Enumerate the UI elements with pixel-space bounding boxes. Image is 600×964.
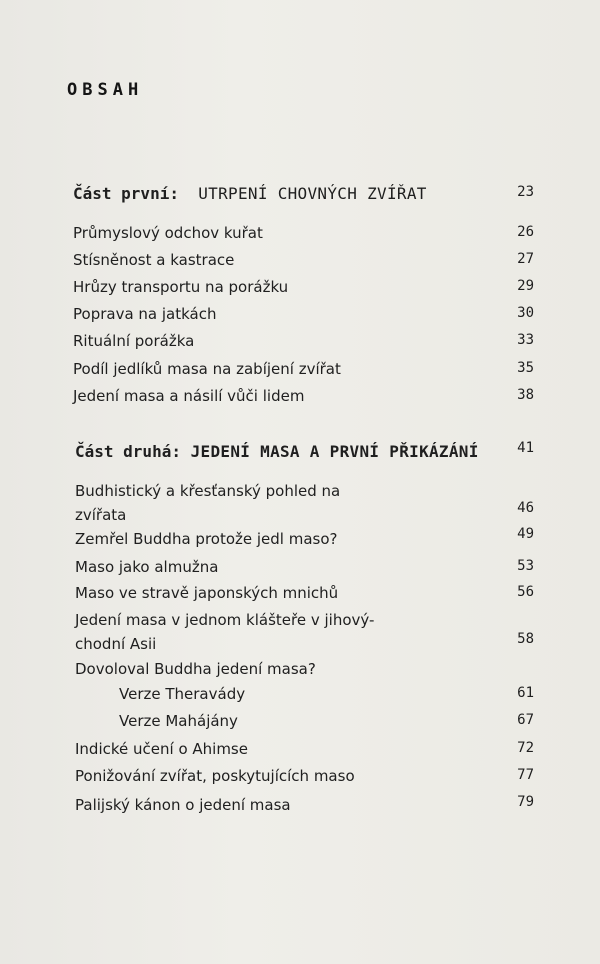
page-number: 49 xyxy=(517,526,534,542)
page-number: 29 xyxy=(517,278,534,294)
entry-title: Stísněnost a kastrace xyxy=(73,251,235,269)
part-title: UTRPENÍ CHOVNÝCH ZVÍŘAT xyxy=(198,184,427,203)
toc-entry xyxy=(0,526,600,554)
entry-title: Maso ve stravě japonských mnichů xyxy=(75,584,339,602)
page-number: 33 xyxy=(517,332,534,348)
page-number: 61 xyxy=(517,685,534,701)
entry-title: Ponižování zvířat, poskytujících maso xyxy=(75,767,355,785)
page-number: 77 xyxy=(517,767,534,783)
page-number: 72 xyxy=(517,740,534,756)
entry-title: Palijský kánon o jedení masa xyxy=(75,796,291,814)
toc-entry xyxy=(0,660,600,684)
page-number: 23 xyxy=(517,184,534,200)
page-number: 27 xyxy=(517,251,534,267)
entry-title: Jedení masa a násilí vůči lidem xyxy=(73,387,305,405)
page-number: 79 xyxy=(517,794,534,810)
entry-title: Průmyslový odchov kuřat xyxy=(73,224,263,242)
entry-title: Rituální porážka xyxy=(73,332,195,350)
toc-entry xyxy=(0,767,600,791)
entry-title: Jedení masa v jednom klášteře v jihový- xyxy=(75,611,375,629)
toc-entry xyxy=(0,332,600,356)
toc-entry xyxy=(0,584,600,608)
part-label: Část první: xyxy=(73,184,179,203)
entry-title-continued: chodní Asii xyxy=(75,635,157,653)
toc-entry xyxy=(0,482,600,530)
contents-heading: OBSAH xyxy=(67,80,144,100)
page-number: 53 xyxy=(517,558,534,574)
toc-entry xyxy=(0,224,600,248)
part-title: JEDENÍ MASA A PRVNÍ PŘIKÁZÁNÍ xyxy=(190,442,479,461)
toc-entry xyxy=(0,611,600,659)
page-number: 67 xyxy=(517,712,534,728)
entry-title: Verze Mahájány xyxy=(119,712,238,730)
toc-entry xyxy=(0,251,600,275)
entry-title-continued: zvířata xyxy=(75,506,127,524)
page-number: 30 xyxy=(517,305,534,321)
entry-title: Zemřel Buddha protože jedl maso? xyxy=(75,530,338,548)
page-number: 35 xyxy=(517,360,534,376)
toc-entry xyxy=(0,360,600,384)
page-number: 41 xyxy=(517,440,534,456)
page-number: 38 xyxy=(517,387,534,403)
entry-title: Verze Theravády xyxy=(119,685,246,703)
toc-entry xyxy=(0,685,600,709)
page-number: 26 xyxy=(517,224,534,240)
entry-title: Hrůzy transportu na porážku xyxy=(73,278,289,296)
entry-title: Podíl jedlíků masa na zabíjení zvířat xyxy=(73,360,341,378)
toc-entry xyxy=(0,558,600,582)
entry-title: Budhistický a křesťanský pohled na xyxy=(75,482,341,500)
entry-title: Maso jako almužna xyxy=(75,558,219,576)
part-heading xyxy=(0,184,600,208)
toc-entry xyxy=(0,712,600,736)
toc-entry xyxy=(0,796,600,820)
part-label: Část druhá: xyxy=(75,442,181,461)
toc-entry xyxy=(0,278,600,302)
toc-entry xyxy=(0,387,600,411)
entry-title: Dovoloval Buddha jedení masa? xyxy=(75,660,316,678)
toc-entry xyxy=(0,740,600,764)
page-number: 58 xyxy=(517,631,534,647)
part-heading xyxy=(0,442,600,466)
page-number: 56 xyxy=(517,584,534,600)
page-number: 46 xyxy=(517,500,534,516)
toc-entry xyxy=(0,305,600,329)
entry-title: Indické učení o Ahimse xyxy=(75,740,248,758)
entry-title: Poprava na jatkách xyxy=(73,305,217,323)
